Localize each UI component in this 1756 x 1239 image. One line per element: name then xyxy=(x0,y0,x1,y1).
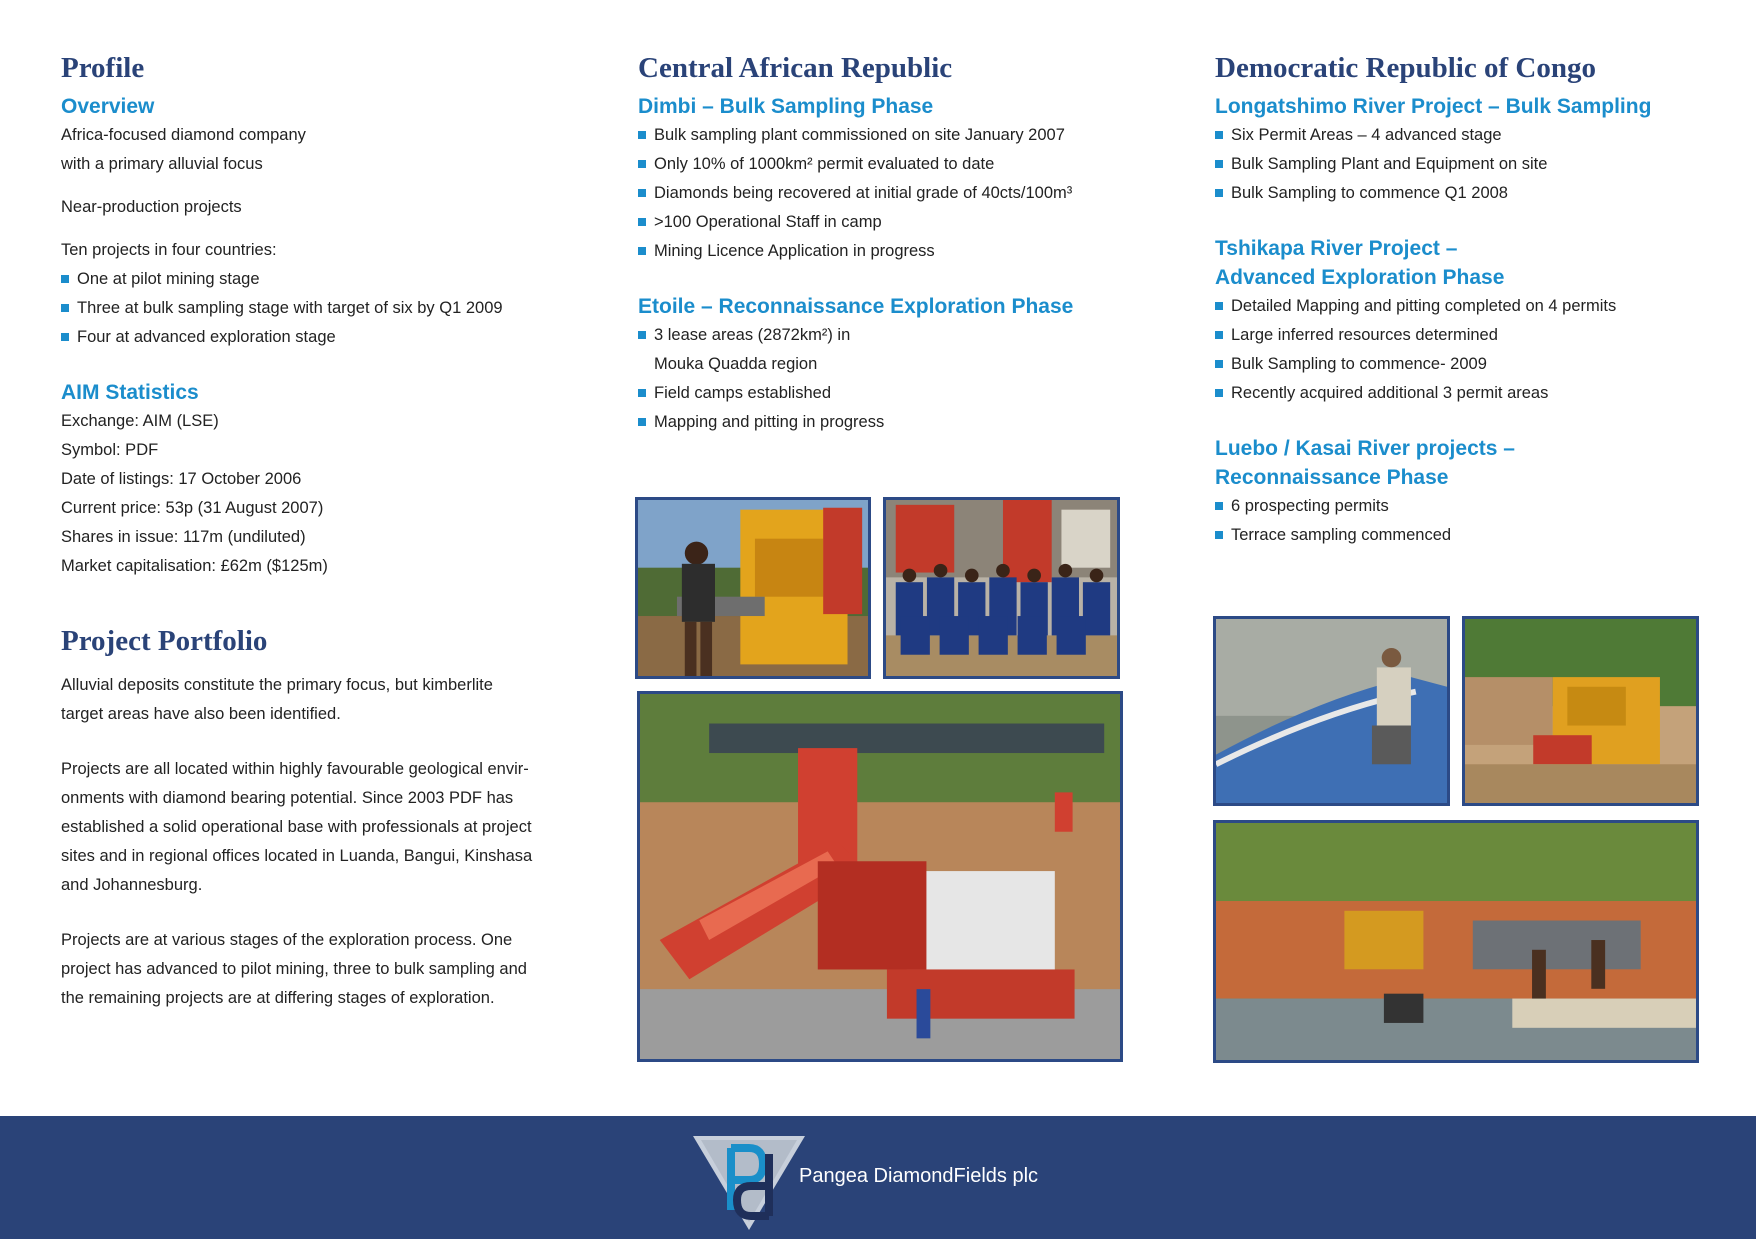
list-item: Bulk Sampling to commence- 2009 xyxy=(1215,350,1735,379)
portfolio-text-line: target areas have also been identified. xyxy=(61,705,341,723)
luebo-heading-line: Luebo / Kasai River projects – xyxy=(1215,437,1515,460)
list-item: Bulk Sampling to commence Q1 2008 xyxy=(1215,179,1735,208)
portfolio-text-line: established a solid operational base with professionals at project xyxy=(61,818,532,836)
aim-stat-line: Market capitalisation: £62m ($125m) xyxy=(61,557,328,575)
list-item: Mining Licence Application in progress xyxy=(638,237,1138,266)
tshikapa-heading-line: Tshikapa River Project – xyxy=(1215,237,1458,260)
portfolio-text-line: Projects are at various stages of the exploration process. One xyxy=(61,931,513,949)
list-item: Only 10% of 1000km² permit evaluated to date xyxy=(638,150,1138,179)
photo-drc-plant-equipment xyxy=(1462,616,1699,806)
aim-statistics-heading: AIM Statistics xyxy=(61,381,199,404)
portfolio-text-line: project has advanced to pilot mining, three to bulk sampling and xyxy=(61,960,527,978)
portfolio-text-line: Alluvial deposits constitute the primary focus, but kimberlite xyxy=(61,676,493,694)
list-item: Bulk sampling plant commissioned on site January 2007 xyxy=(638,121,1138,150)
portfolio-text-line: Projects are all located within highly favourable geological envir- xyxy=(61,760,529,778)
list-item-line: 3 lease areas (2872km²) in xyxy=(654,326,851,344)
car-column xyxy=(638,48,1138,437)
project-portfolio-title: Project Portfolio xyxy=(61,625,268,657)
overview-line: with a primary alluvial focus xyxy=(61,155,263,173)
luebo-heading xyxy=(1215,434,1735,492)
drc-column xyxy=(1215,48,1735,550)
company-name: Pangea DiamondFields plc xyxy=(799,1165,1039,1187)
list-item: Mapping and pitting in progress xyxy=(638,408,1138,437)
portfolio-text-line: onments with diamond bearing potential. Since 2003 PDF has xyxy=(61,789,514,807)
aim-stat-line: Shares in issue: 117m (undiluted) xyxy=(61,528,306,546)
list-item: Terrace sampling commenced xyxy=(1215,521,1735,550)
list-item: Three at bulk sampling stage with target of six by Q1 2009 xyxy=(61,294,581,323)
near-production-text: Near-production projects xyxy=(61,198,242,216)
portfolio-text-line: the remaining projects are at differing stages of exploration. xyxy=(61,989,495,1007)
company-logo xyxy=(693,1136,805,1230)
tshikapa-list xyxy=(1215,292,1735,408)
luebo-list xyxy=(1215,492,1735,550)
project-stage-list xyxy=(61,265,581,352)
dimbi-heading: Dimbi – Bulk Sampling Phase xyxy=(638,95,934,118)
list-item: Diamonds being recovered at initial grade of 40cts/100m³ xyxy=(638,179,1138,208)
aim-stat-line: Date of listings: 17 October 2006 xyxy=(61,470,302,488)
list-item: Four at advanced exploration stage xyxy=(61,323,581,352)
overview-line: Africa-focused diamond company xyxy=(61,126,306,144)
overview-heading: Overview xyxy=(61,95,155,118)
luebo-heading-line: Reconnaissance Phase xyxy=(1215,466,1449,489)
list-item: 6 prospecting permits xyxy=(1215,492,1735,521)
etoile-heading: Etoile – Reconnaissance Exploration Phase xyxy=(638,295,1074,318)
etoile-list xyxy=(638,321,1138,437)
photo-staff-group xyxy=(883,497,1120,679)
list-item xyxy=(638,321,1138,379)
projects-intro: Ten projects in four countries: xyxy=(61,241,277,259)
profile-title: Profile xyxy=(61,52,145,84)
aim-stat-line: Symbol: PDF xyxy=(61,441,159,459)
profile-column xyxy=(61,48,581,1013)
tshikapa-heading-line: Advanced Exploration Phase xyxy=(1215,266,1505,289)
list-item: Field camps established xyxy=(638,379,1138,408)
list-item: Bulk Sampling Plant and Equipment on site xyxy=(1215,150,1735,179)
drc-title: Democratic Republic of Congo xyxy=(1215,52,1596,84)
list-item: Six Permit Areas – 4 advanced stage xyxy=(1215,121,1735,150)
list-item: >100 Operational Staff in camp xyxy=(638,208,1138,237)
dimbi-list xyxy=(638,121,1138,266)
photo-river-boat xyxy=(1213,616,1450,806)
longatshimo-heading: Longatshimo River Project – Bulk Sampling xyxy=(1215,95,1652,118)
list-item: Detailed Mapping and pitting completed on 4 permits xyxy=(1215,292,1735,321)
list-item: Recently acquired additional 3 permit areas xyxy=(1215,379,1735,408)
car-title: Central African Republic xyxy=(638,52,953,84)
tshikapa-heading xyxy=(1215,234,1735,292)
photo-operator-at-plant xyxy=(635,497,871,679)
photo-bulk-sampling-plant xyxy=(637,691,1123,1062)
list-item: One at pilot mining stage xyxy=(61,265,581,294)
aim-stat-line: Current price: 53p (31 August 2007) xyxy=(61,499,324,517)
aim-stat-line: Exchange: AIM (LSE) xyxy=(61,412,219,430)
list-item-line: Mouka Quadda region xyxy=(654,355,818,373)
list-item: Large inferred resources determined xyxy=(1215,321,1735,350)
portfolio-text-line: sites and in regional offices located in Luanda, Bangui, Kinshasa xyxy=(61,847,533,865)
longatshimo-list xyxy=(1215,121,1735,208)
portfolio-text-line: and Johannesburg. xyxy=(61,876,203,894)
photo-drc-river-works xyxy=(1213,820,1699,1063)
